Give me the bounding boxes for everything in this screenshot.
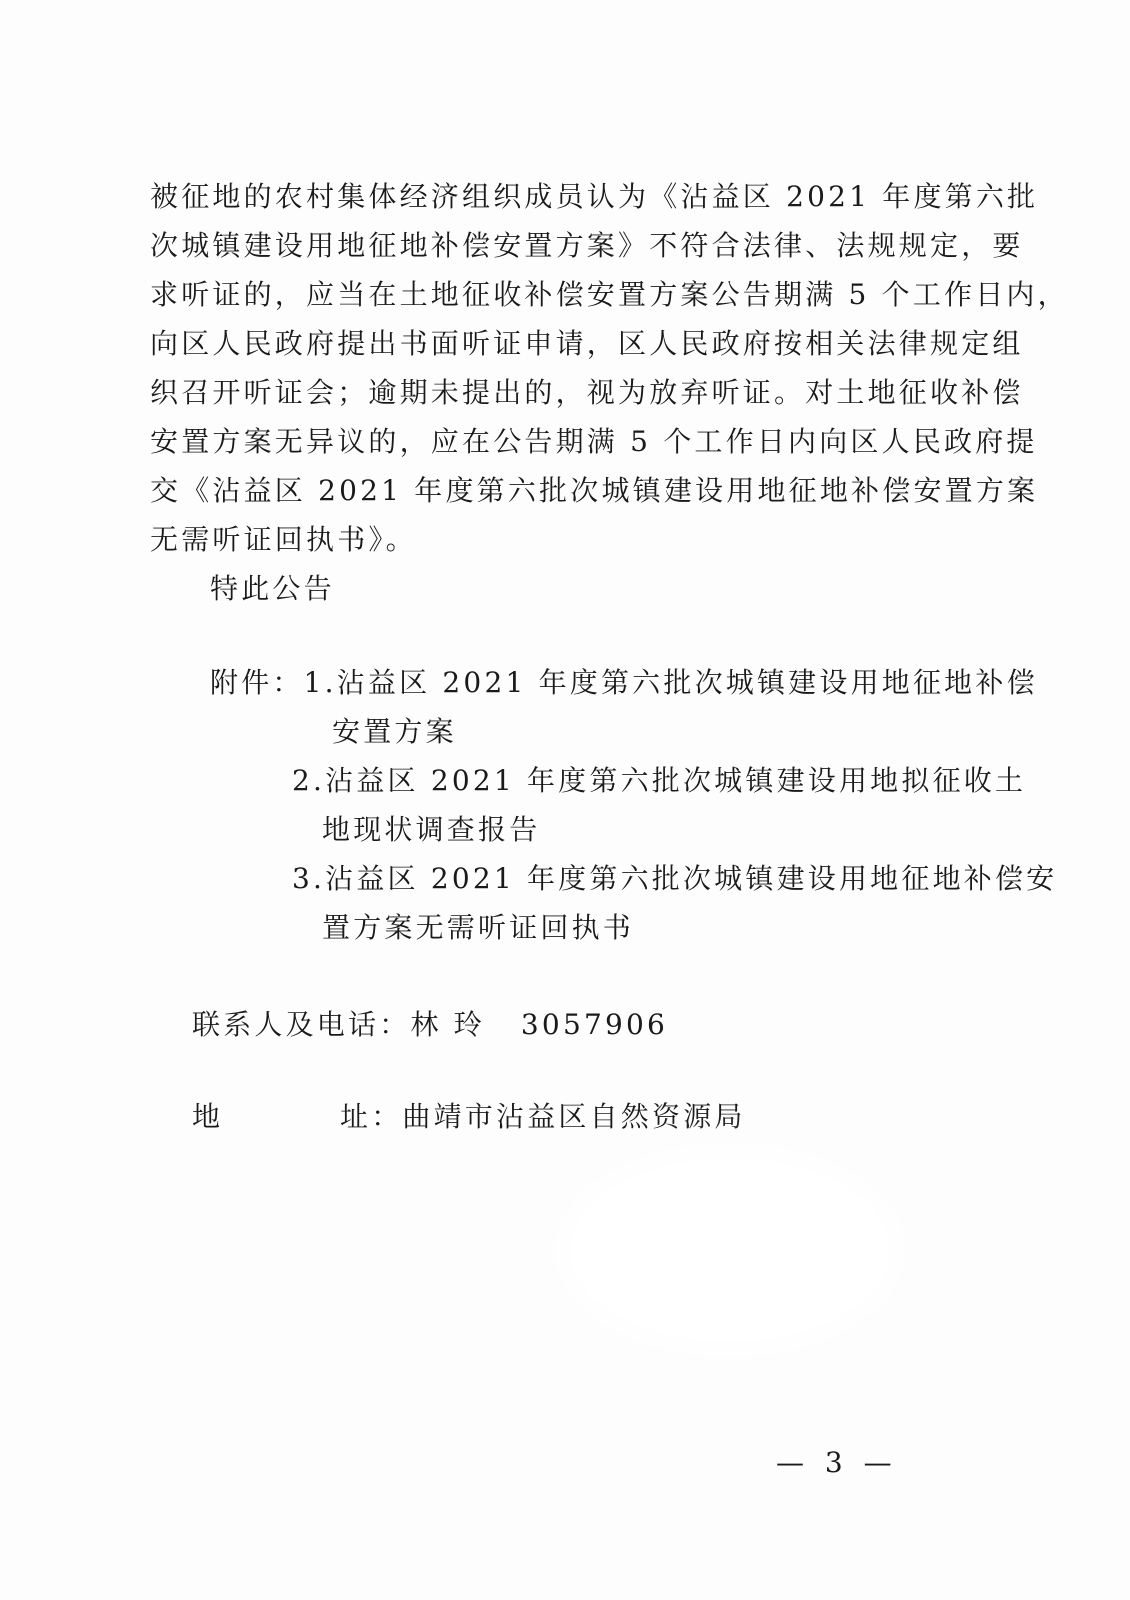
- attachment-item-1-cont: 安置方案: [332, 715, 457, 748]
- closing-text: 特此公告: [210, 572, 335, 605]
- attachment-item-1: 附件：1.沾益区 2021 年度第六批次城镇建设用地征地补偿: [210, 666, 1038, 699]
- contact-line: [192, 1008, 1022, 1042]
- attachment-item-2: 2.沾益区 2021 年度第六批次城镇建设用地拟征收土: [292, 764, 1027, 797]
- body-line-7: 交《沾益区 2021 年度第六批次城镇建设用地征地补偿安置方案: [150, 474, 1039, 507]
- body-line-3: 求听证的，应当在土地征收补偿安置方案公告期满 5 个工作日内，: [150, 278, 1069, 311]
- body-line-4: 向区人民政府提出书面听证申请，区人民政府按相关法律规定组: [150, 327, 1024, 360]
- attachment-item-3-cont: 置方案无需听证回执书: [322, 911, 635, 944]
- address-line: [340, 1100, 840, 1134]
- body-line-8: 无需听证回执书》。: [150, 523, 417, 556]
- attachment-item-3: 3.沾益区 2021 年度第六批次城镇建设用地征地补偿安: [292, 862, 1058, 895]
- address-label-first: 地: [192, 1100, 224, 1133]
- contact-label: 联系人及电话：: [192, 1008, 411, 1041]
- contact-name: 林 玲: [410, 1008, 485, 1041]
- page-number: — 3 —: [776, 1446, 898, 1479]
- body-line-1: 被征地的农村集体经济组织成员认为《沾益区 2021 年度第六批: [150, 180, 1039, 213]
- body-line-5: 织召开听证会；逾期未提出的，视为放弃听证。对土地征收补偿: [150, 376, 1024, 409]
- erased-seal-area: [560, 1150, 900, 1350]
- address-value: 曲靖市沾益区自然资源局: [402, 1100, 746, 1133]
- body-line-6: 安置方案无异议的，应在公告期满 5 个工作日内向区人民政府提: [150, 425, 1038, 458]
- body-line-2: 次城镇建设用地征地补偿安置方案》不符合法律、法规规定，要: [150, 229, 1024, 262]
- attachment-item-2-cont: 地现状调查报告: [322, 813, 541, 846]
- contact-phone: 3057906: [520, 1008, 669, 1041]
- address-label-last: 址：: [340, 1100, 403, 1133]
